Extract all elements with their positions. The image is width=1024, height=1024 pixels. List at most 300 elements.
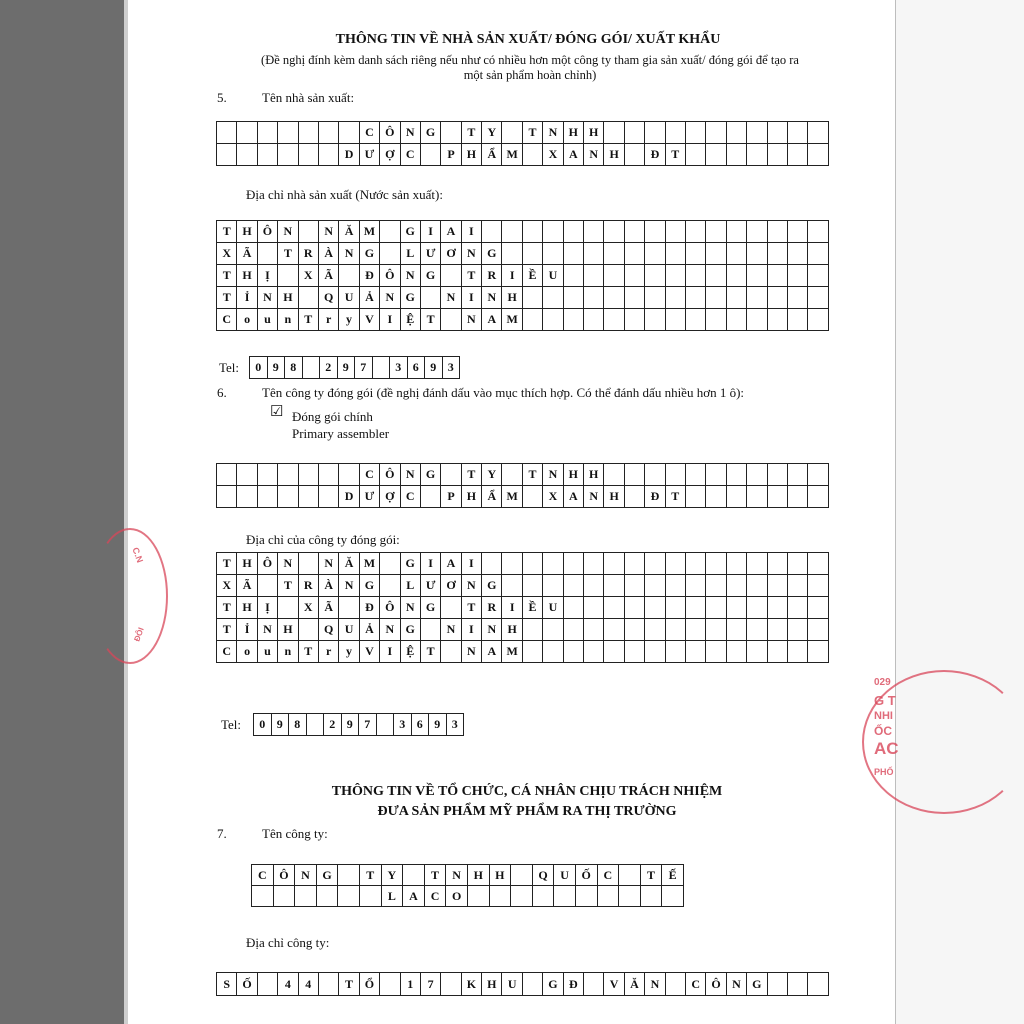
grid-cell — [380, 973, 400, 996]
grid-cell — [706, 243, 726, 265]
grid-cell: H — [584, 122, 604, 144]
grid-cell — [665, 973, 685, 996]
grid-cell: y — [339, 641, 359, 663]
left-stamp-text-top: C.N — [130, 546, 146, 564]
grid-cell: 1 — [400, 973, 420, 996]
grid-cell — [257, 973, 277, 996]
grid-cell: Ô — [380, 597, 400, 619]
grid-cell: H — [237, 597, 257, 619]
grid-cell: C — [424, 886, 446, 907]
grid-cell: T — [278, 575, 298, 597]
company-name-grid — [251, 864, 684, 907]
grid-cell: Ư — [359, 486, 379, 508]
grid-cell: A — [563, 144, 583, 166]
grid-cell: N — [461, 309, 481, 331]
grid-cell — [726, 464, 746, 486]
tel-cell: 6 — [411, 714, 429, 736]
grid-cell: L — [400, 243, 420, 265]
grid-cell — [808, 641, 828, 663]
grid-cell — [237, 486, 257, 508]
right-stamp-line-2: G T — [874, 693, 896, 708]
grid-cell — [747, 309, 767, 331]
grid-cell: Ả — [359, 287, 379, 309]
grid-cell — [747, 486, 767, 508]
packer-tel-label: Tel: — [221, 717, 242, 732]
grid-cell: Ế — [662, 865, 684, 886]
grid-cell — [420, 144, 440, 166]
grid-cell — [563, 221, 583, 243]
grid-cell — [706, 641, 726, 663]
grid-cell — [787, 486, 807, 508]
grid-cell — [808, 122, 828, 144]
tel-cell: 3 — [390, 357, 408, 379]
grid-cell: Ổ — [359, 973, 379, 996]
grid-cell — [624, 575, 644, 597]
grid-cell: U — [339, 287, 359, 309]
grid-cell: Ẩ — [482, 486, 502, 508]
grid-cell — [726, 122, 746, 144]
grid-cell: M — [502, 641, 522, 663]
grid-cell — [467, 886, 489, 907]
grid-cell: U — [339, 619, 359, 641]
grid-cell — [584, 641, 604, 663]
grid-row — [252, 865, 684, 886]
grid-cell — [645, 243, 665, 265]
grid-cell — [767, 243, 787, 265]
grid-cell: Ợ — [380, 486, 400, 508]
grid-cell: N — [278, 221, 298, 243]
grid-cell: Ệ — [400, 641, 420, 663]
grid-cell: C — [217, 641, 237, 663]
grid-row — [217, 486, 829, 508]
grid-cell — [563, 243, 583, 265]
grid-cell: U — [543, 597, 563, 619]
grid-cell: A — [441, 553, 461, 575]
grid-cell: U — [543, 265, 563, 287]
grid-cell: G — [359, 575, 379, 597]
grid-cell — [441, 122, 461, 144]
grid-cell: T — [424, 865, 446, 886]
section-title-responsible-line1: THÔNG TIN VỀ TỔ CHỨC, CÁ NHÂN CHỊU TRÁCH NHIỆM — [331, 784, 723, 799]
grid-cell — [624, 243, 644, 265]
grid-cell — [298, 553, 318, 575]
grid-cell — [767, 575, 787, 597]
grid-cell — [278, 122, 298, 144]
grid-cell — [624, 122, 644, 144]
grid-cell: Q — [532, 865, 554, 886]
grid-cell — [808, 597, 828, 619]
grid-cell: G — [400, 221, 420, 243]
grid-cell — [645, 287, 665, 309]
grid-cell — [604, 553, 624, 575]
grid-cell: N — [339, 243, 359, 265]
grid-cell: C — [252, 865, 274, 886]
grid-cell — [747, 243, 767, 265]
grid-cell — [338, 886, 360, 907]
grid-cell: T — [278, 243, 298, 265]
grid-cell: N — [400, 597, 420, 619]
section-note-line2: một sản phẩm hoàn chỉnh) — [463, 68, 597, 82]
grid-cell — [787, 597, 807, 619]
grid-cell: N — [726, 973, 746, 996]
grid-cell — [767, 597, 787, 619]
grid-cell — [665, 287, 685, 309]
grid-row — [217, 597, 829, 619]
grid-cell: I — [502, 265, 522, 287]
grid-cell — [522, 641, 542, 663]
grid-cell — [278, 597, 298, 619]
grid-cell: y — [339, 309, 359, 331]
grid-cell — [522, 243, 542, 265]
packer-name-grid — [216, 463, 829, 508]
left-margin-background — [0, 0, 127, 1024]
grid-cell: Ô — [380, 464, 400, 486]
grid-cell — [787, 122, 807, 144]
grid-cell: o — [237, 641, 257, 663]
grid-cell: Ă — [624, 973, 644, 996]
grid-cell: Ề — [522, 265, 542, 287]
grid-cell: S — [217, 973, 237, 996]
grid-cell — [808, 309, 828, 331]
tel-cell: 9 — [425, 357, 443, 379]
grid-cell — [624, 486, 644, 508]
grid-cell: N — [380, 287, 400, 309]
grid-cell — [726, 265, 746, 287]
manufacturer-tel-grid — [249, 356, 460, 379]
grid-cell — [747, 619, 767, 641]
grid-cell — [665, 597, 685, 619]
grid-row — [217, 553, 829, 575]
grid-cell: V — [359, 641, 379, 663]
grid-cell: T — [217, 597, 237, 619]
grid-cell: L — [400, 575, 420, 597]
grid-cell: G — [400, 287, 420, 309]
grid-cell: A — [482, 641, 502, 663]
grid-cell: I — [380, 309, 400, 331]
grid-cell: R — [298, 243, 318, 265]
grid-cell — [584, 575, 604, 597]
grid-cell: 4 — [278, 973, 298, 996]
grid-cell — [584, 287, 604, 309]
grid-cell: 7 — [420, 973, 440, 996]
grid-cell: I — [420, 553, 440, 575]
grid-cell: Ã — [318, 597, 338, 619]
grid-cell: N — [482, 619, 502, 641]
grid-cell — [318, 464, 338, 486]
grid-cell: M — [359, 553, 379, 575]
grid-cell: Q — [318, 619, 338, 641]
grid-cell — [767, 144, 787, 166]
grid-cell: T — [665, 144, 685, 166]
grid-cell — [339, 464, 359, 486]
grid-cell — [522, 619, 542, 641]
tel-cell: 6 — [407, 357, 425, 379]
grid-cell — [787, 641, 807, 663]
grid-cell — [808, 553, 828, 575]
grid-cell: T — [665, 486, 685, 508]
grid-cell — [808, 486, 828, 508]
grid-cell — [645, 309, 665, 331]
grid-cell — [747, 464, 767, 486]
grid-cell: C — [400, 486, 420, 508]
company-name-label: Tên công ty: — [262, 826, 328, 841]
tel-cell: 9 — [271, 714, 289, 736]
grid-cell: Ề — [522, 597, 542, 619]
grid-cell — [441, 597, 461, 619]
grid-cell: H — [502, 287, 522, 309]
grid-cell: G — [420, 597, 440, 619]
grid-cell — [747, 597, 767, 619]
grid-cell: A — [441, 221, 461, 243]
grid-cell: M — [502, 144, 522, 166]
checkbox-checked-icon: ☑ — [270, 404, 284, 420]
grid-cell: X — [298, 265, 318, 287]
grid-cell — [747, 221, 767, 243]
grid-cell — [787, 464, 807, 486]
grid-cell: C — [359, 464, 379, 486]
left-stamp-text-bottom: ĐÔI — [132, 626, 146, 643]
grid-cell: I — [420, 221, 440, 243]
grid-cell — [640, 886, 662, 907]
grid-cell: G — [420, 265, 440, 287]
grid-cell: G — [400, 553, 420, 575]
grid-row — [217, 575, 829, 597]
grid-cell: H — [237, 553, 257, 575]
grid-cell — [584, 221, 604, 243]
grid-cell — [298, 287, 318, 309]
right-adjacent-page — [895, 0, 1024, 1024]
grid-cell — [685, 122, 705, 144]
grid-cell: I — [461, 619, 481, 641]
grid-cell: T — [298, 309, 318, 331]
grid-cell: Ị — [257, 597, 277, 619]
grid-cell: G — [316, 865, 338, 886]
grid-cell — [502, 243, 522, 265]
grid-cell — [685, 287, 705, 309]
grid-cell — [624, 597, 644, 619]
company-address-label: Địa chỉ công ty: — [246, 935, 330, 950]
grid-cell — [278, 464, 298, 486]
grid-cell: u — [257, 309, 277, 331]
grid-cell — [706, 597, 726, 619]
grid-row — [254, 714, 464, 736]
right-stamp-line-4: ỐC — [874, 724, 892, 738]
grid-cell — [257, 144, 277, 166]
grid-cell: Ô — [380, 122, 400, 144]
grid-cell: U — [554, 865, 576, 886]
tel-cell — [306, 714, 324, 736]
grid-cell — [665, 575, 685, 597]
grid-cell: N — [257, 619, 277, 641]
primary-assembler-option-en: Primary assembler — [292, 426, 390, 441]
grid-cell: T — [339, 973, 359, 996]
grid-cell — [706, 221, 726, 243]
grid-cell — [298, 144, 318, 166]
grid-cell — [685, 309, 705, 331]
grid-cell: I — [461, 553, 481, 575]
grid-cell — [685, 221, 705, 243]
grid-cell: Ệ — [400, 309, 420, 331]
grid-cell — [726, 486, 746, 508]
grid-cell: O — [446, 886, 468, 907]
grid-cell: T — [461, 122, 481, 144]
grid-cell: A — [403, 886, 425, 907]
grid-cell — [645, 641, 665, 663]
grid-cell — [502, 575, 522, 597]
grid-cell — [318, 144, 338, 166]
grid-cell — [604, 597, 624, 619]
grid-cell — [604, 641, 624, 663]
grid-cell — [563, 309, 583, 331]
grid-cell — [420, 287, 440, 309]
grid-cell: T — [217, 265, 237, 287]
grid-cell — [808, 575, 828, 597]
grid-cell — [489, 886, 511, 907]
grid-cell — [441, 973, 461, 996]
packer-name-label: Tên công ty đóng gói (đề nghị đánh dấu vào mục thích hợp. Có thể đánh dấu nhiều hơn 1 ô): — [262, 385, 745, 400]
grid-cell — [706, 575, 726, 597]
grid-cell — [808, 619, 828, 641]
grid-cell — [502, 122, 522, 144]
grid-cell — [747, 575, 767, 597]
grid-cell — [767, 309, 787, 331]
grid-cell: G — [420, 122, 440, 144]
grid-cell: T — [298, 641, 318, 663]
grid-cell — [685, 641, 705, 663]
grid-cell: N — [543, 122, 563, 144]
grid-cell — [706, 309, 726, 331]
grid-cell — [237, 122, 257, 144]
primary-assembler-option-vn: Đóng gói chính — [292, 409, 373, 424]
tel-cell — [376, 714, 394, 736]
grid-cell — [645, 575, 665, 597]
grid-cell — [522, 575, 542, 597]
grid-cell — [604, 464, 624, 486]
grid-cell — [685, 265, 705, 287]
grid-cell — [645, 597, 665, 619]
grid-cell: T — [522, 122, 542, 144]
grid-cell — [403, 865, 425, 886]
grid-cell — [645, 464, 665, 486]
grid-cell — [380, 553, 400, 575]
grid-cell — [808, 243, 828, 265]
grid-cell: Ẩ — [482, 144, 502, 166]
grid-cell: N — [318, 553, 338, 575]
grid-cell — [747, 641, 767, 663]
grid-cell — [726, 243, 746, 265]
grid-cell — [252, 886, 274, 907]
right-stamp-line-3: NHI — [874, 710, 893, 722]
grid-cell — [706, 553, 726, 575]
grid-cell — [380, 575, 400, 597]
grid-cell: N — [339, 575, 359, 597]
grid-cell: N — [461, 575, 481, 597]
grid-cell — [645, 265, 665, 287]
grid-cell: Ợ — [380, 144, 400, 166]
grid-cell: G — [747, 973, 767, 996]
grid-cell — [511, 886, 533, 907]
grid-cell — [511, 865, 533, 886]
grid-cell — [420, 619, 440, 641]
grid-cell — [584, 265, 604, 287]
grid-cell — [298, 221, 318, 243]
grid-cell: T — [461, 265, 481, 287]
grid-cell — [619, 886, 641, 907]
packer-address-grid — [216, 552, 829, 663]
grid-cell — [808, 144, 828, 166]
grid-cell — [624, 144, 644, 166]
grid-cell: N — [584, 144, 604, 166]
grid-cell: Đ — [645, 144, 665, 166]
grid-cell — [767, 619, 787, 641]
grid-cell — [665, 464, 685, 486]
grid-cell — [217, 486, 237, 508]
tel-cell: 8 — [285, 357, 303, 379]
grid-cell: Y — [381, 865, 403, 886]
grid-cell: H — [604, 486, 624, 508]
grid-cell — [747, 265, 767, 287]
grid-cell — [298, 619, 318, 641]
grid-cell — [502, 464, 522, 486]
grid-cell: H — [502, 619, 522, 641]
packer-address-label: Địa chỉ của công ty đóng gói: — [246, 532, 400, 547]
grid-cell — [316, 886, 338, 907]
tel-cell — [372, 357, 390, 379]
grid-cell — [441, 265, 461, 287]
grid-cell — [217, 464, 237, 486]
grid-cell: U — [502, 973, 522, 996]
grid-cell — [584, 243, 604, 265]
tel-cell: 3 — [442, 357, 460, 379]
grid-cell: Y — [482, 464, 502, 486]
grid-cell: r — [318, 641, 338, 663]
item-number-5: 5. — [217, 90, 227, 105]
grid-cell — [257, 464, 277, 486]
item-number-7: 7. — [217, 826, 227, 841]
grid-cell: T — [359, 865, 381, 886]
grid-cell — [706, 464, 726, 486]
grid-cell — [543, 221, 563, 243]
grid-cell: H — [278, 619, 298, 641]
grid-cell: Ô — [706, 973, 726, 996]
grid-cell — [563, 619, 583, 641]
grid-cell: T — [640, 865, 662, 886]
grid-cell — [482, 221, 502, 243]
grid-cell — [787, 144, 807, 166]
grid-cell — [420, 486, 440, 508]
grid-cell — [808, 464, 828, 486]
grid-cell — [339, 597, 359, 619]
grid-cell: G — [420, 464, 440, 486]
grid-cell: Ô — [273, 865, 295, 886]
grid-cell — [339, 265, 359, 287]
grid-cell — [685, 486, 705, 508]
grid-cell: I — [380, 641, 400, 663]
grid-cell — [278, 486, 298, 508]
packer-tel-grid — [253, 713, 464, 736]
grid-cell — [339, 122, 359, 144]
tel-cell: 9 — [341, 714, 359, 736]
grid-cell: H — [461, 486, 481, 508]
grid-cell — [554, 886, 576, 907]
grid-cell: H — [237, 265, 257, 287]
grid-cell — [665, 619, 685, 641]
grid-row — [252, 886, 684, 907]
grid-cell — [482, 553, 502, 575]
grid-cell: G — [482, 243, 502, 265]
grid-cell — [563, 265, 583, 287]
grid-cell — [604, 243, 624, 265]
